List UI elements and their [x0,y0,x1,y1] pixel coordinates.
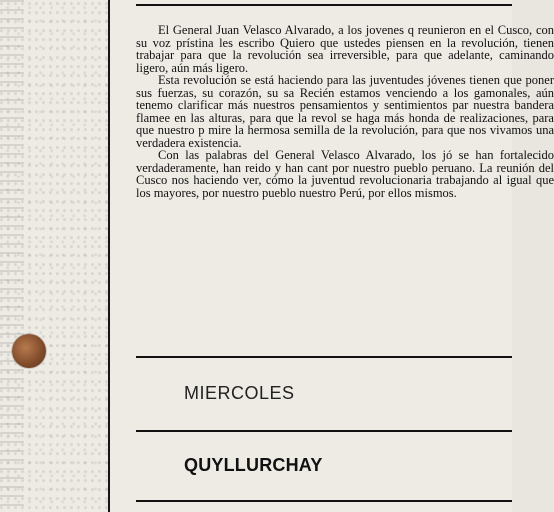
section-rule-1 [136,356,512,358]
place-heading: QUYLLURCHAY [184,455,323,475]
paragraph-2: Esta revolución se está haciendo para las juventudes jóvenes tienen que poner sus fuerzas, su corazón, su sa Recién estamos venciendo a los gamonales, aún tenemo clarificar más nuestros pensamientos y sentimientos par nuestra bandera flamee en las alturas, para que la revol se haga más honda de realizaciones, para que nuestro p mire la hermosa semilla de la revolución, para que nos vivamos una verdadera existencia. [136,73,554,150]
column-divider [108,0,110,512]
punch-hole [12,334,46,368]
edge-marks [0,0,24,512]
section-rule-2 [136,430,512,432]
paragraph-3: Con las palabras del General Velasco Alvarado, los jó se han fortalecido verdaderamente, han reido y han cant por nuestro pueblo peruano. La reunión del Cusco nos haciendo ver, cómo la juventud revolucionaria trabajando al igual que los mayores, por nuestro pueblo nuestro Perú, por ellos mismos. [136,148,554,200]
day-heading: MIERCOLES [184,383,295,403]
top-rule [136,4,512,6]
article-body [136,24,554,199]
paragraph-1: El General Juan Velasco Alvarado, a los jovenes q reunieron en el Cusco, con su voz prístina les escribo Quiero que ustedes piensen en la revolución, tienen trabajar para que la revolución sea irreversible, para que adelante, caminando ligero, aún más ligero. [136,23,554,75]
section-rule-3 [136,500,512,502]
